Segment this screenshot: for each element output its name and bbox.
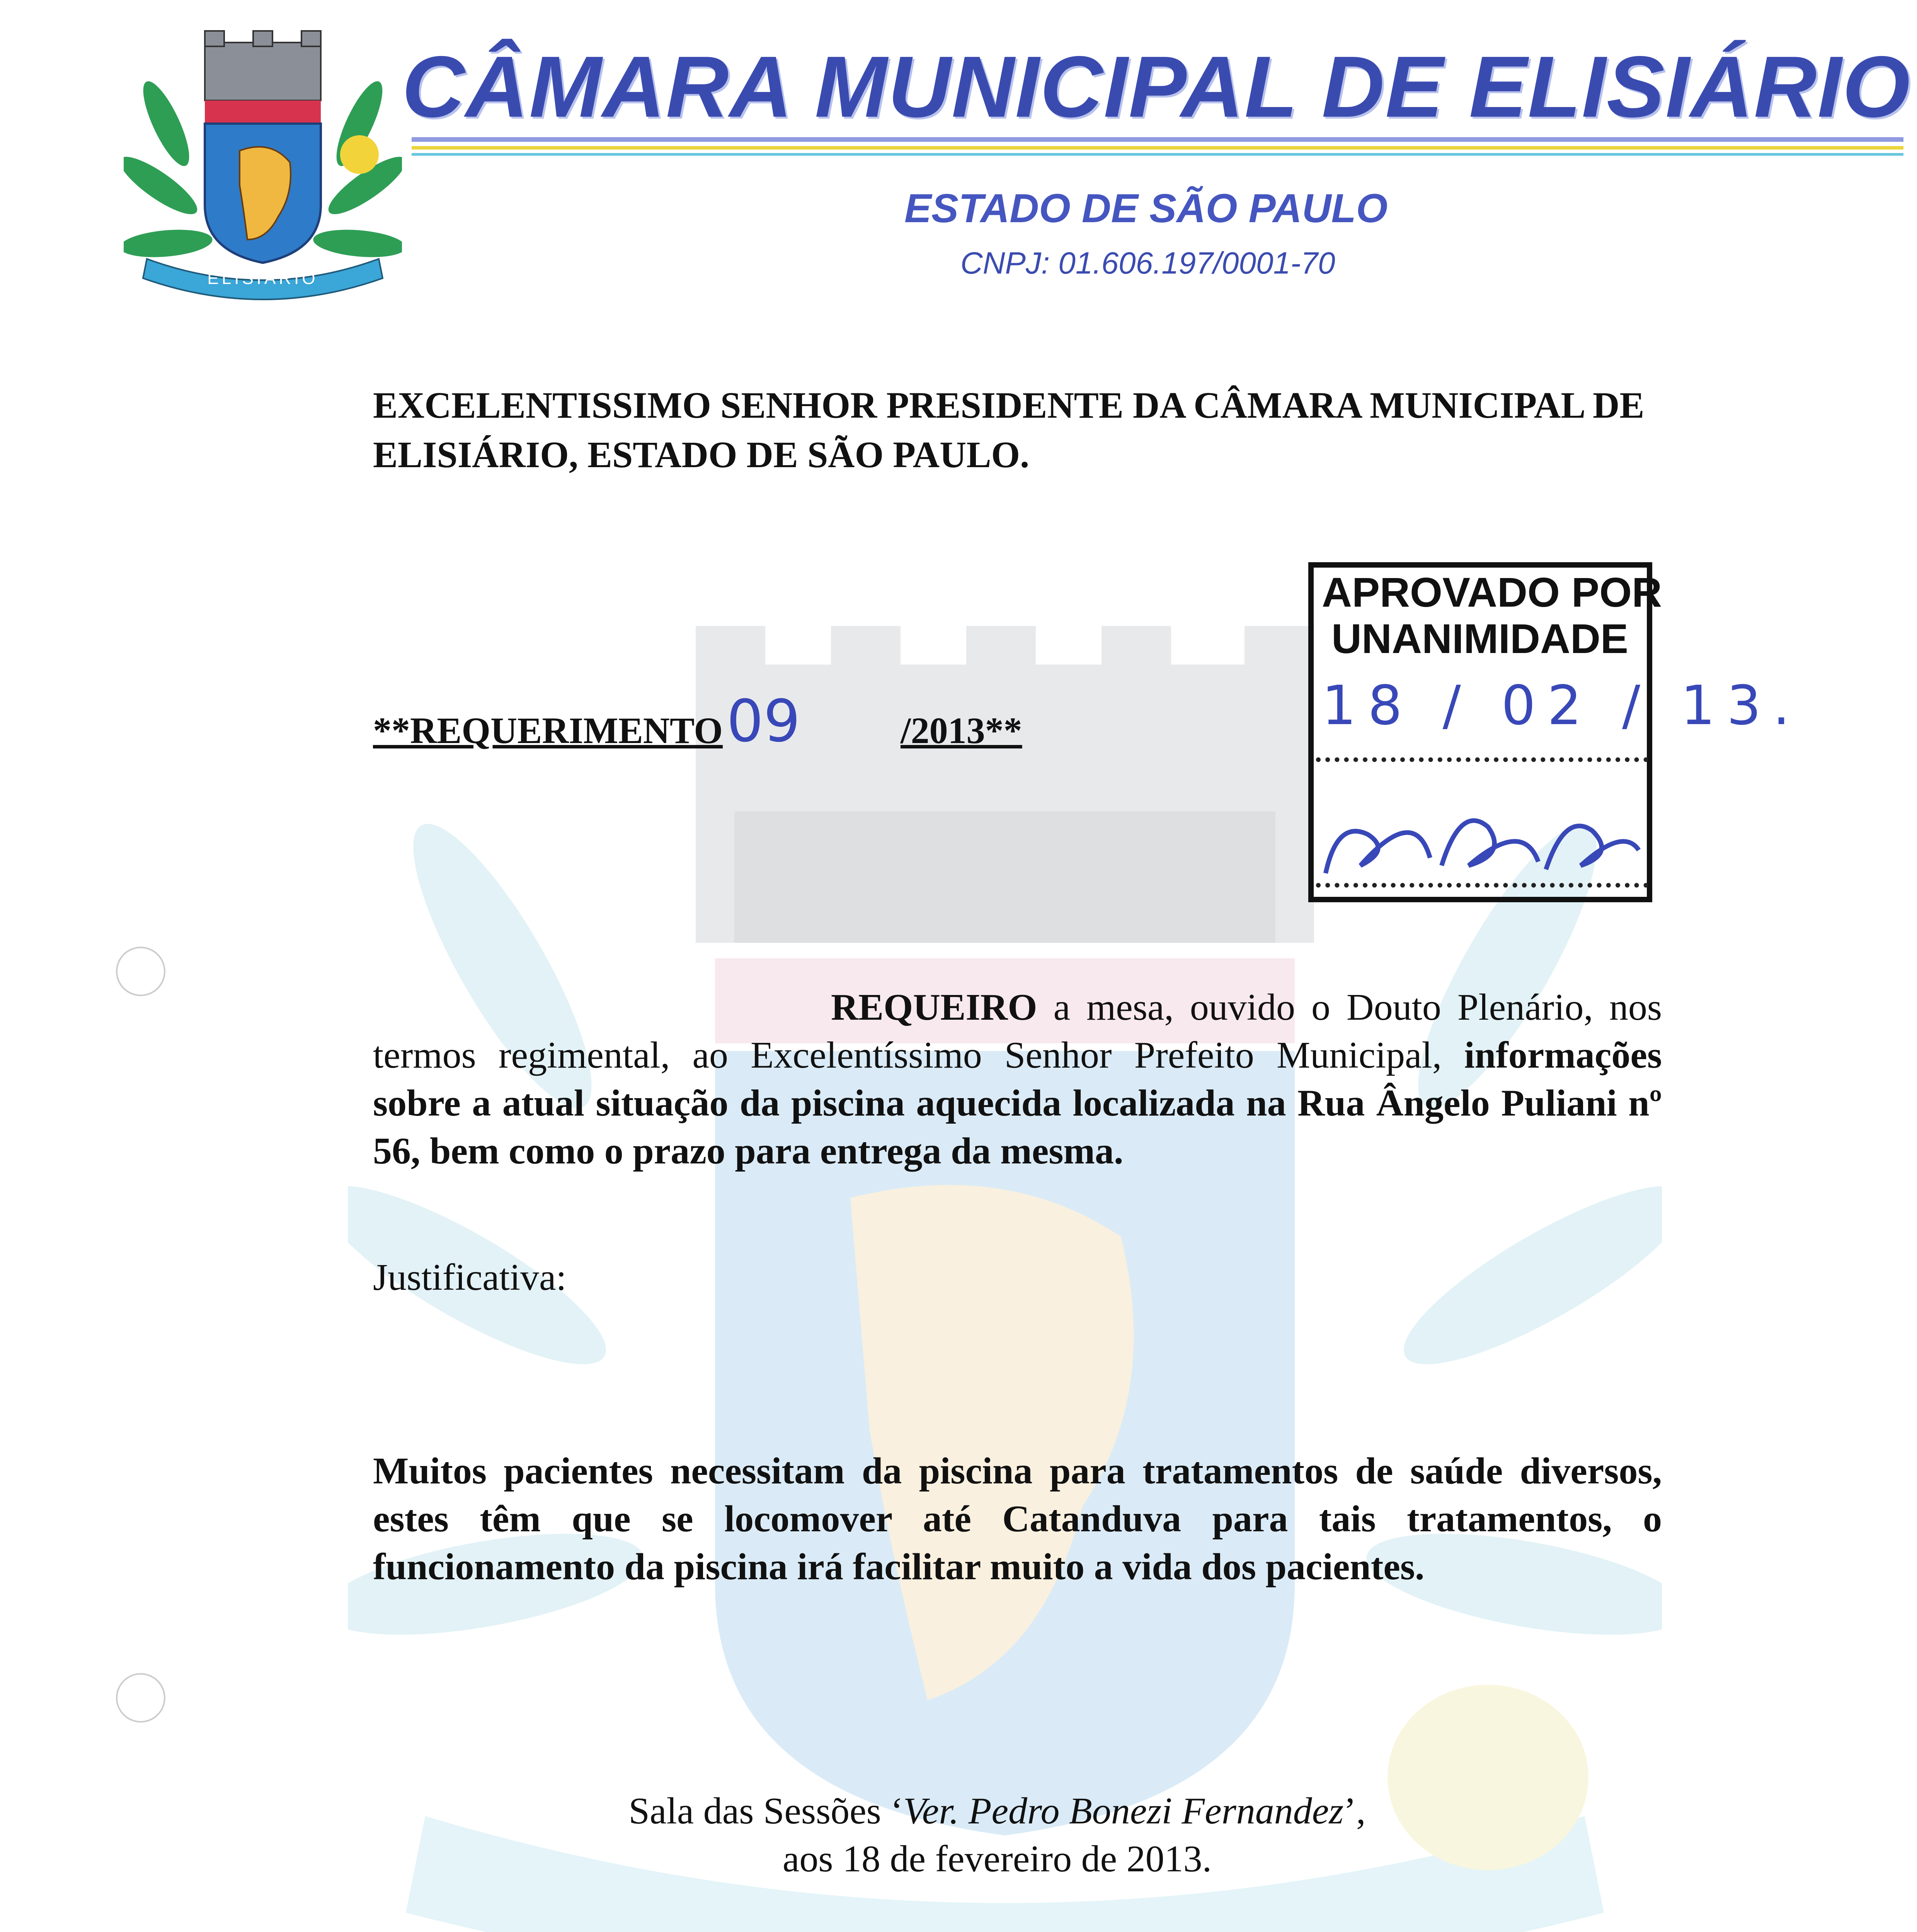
binder-hole-top: [116, 947, 165, 996]
crest-ribbon-text: ELISIÁRIO: [207, 269, 318, 288]
request-bold-text: informações sobre a atual situação da piscina aquecida localizada na Rua Ângelo Puliani nº 56, bem como o prazo para entrega da mesma.: [373, 1034, 1662, 1172]
closing-room: Ver. Pedro Bonezi Fernandez: [903, 1790, 1344, 1832]
addressee: EXCELENTISSIMO SENHOR PRESIDENTE DA CÂMARA MUNICIPAL DE ELISIÁRIO, ESTADO DE SÃO PAULO.: [373, 384, 1645, 475]
stamp-date-line: [1316, 757, 1648, 762]
closing-date: aos 18 de fevereiro de 2013.: [782, 1838, 1212, 1880]
closing: [386, 1787, 1608, 1883]
header-rule-cyan: [412, 153, 1903, 156]
coat-of-arms-logo: [124, 23, 402, 317]
header-state: ESTADO DE SÃO PAULO: [904, 186, 1388, 231]
closing-prefix: Sala das Sessões ‘: [628, 1790, 903, 1832]
binder-hole-bottom: [116, 1673, 165, 1723]
crest-orange: [340, 135, 379, 174]
crest-castle-crown: [205, 31, 321, 100]
justification-text: Muitos pacientes necessitam da piscina para tratamentos de saúde diversos, estes têm que se locomover até Catanduva para tais tratamentos, o funcionamento da piscina irá facilitar muito a vida dos pacientes.: [373, 1450, 1662, 1588]
stamp-date: 18 / 02 / 13.: [1322, 674, 1802, 737]
stamp-line-1: APROVADO POR: [1322, 569, 1662, 616]
closing-suffix: ’,: [1343, 1790, 1366, 1832]
request-paragraph: [373, 983, 1662, 1175]
stamp-signatures: [1314, 788, 1646, 889]
request-lead: REQUEIRO: [831, 986, 1037, 1028]
header-title: CÂMARA MUNICIPAL DE ELISIÁRIO: [402, 38, 1911, 135]
requerimento-year: /2013**: [901, 710, 1022, 751]
justification-label: Justificativa:: [373, 1257, 567, 1298]
request-text: a mesa, ouvido o Douto Plenário, nos termos regimental, ao Excelentíssimo Senhor Prefeito Municipal,: [373, 986, 1662, 1076]
header-rule-blue: [412, 137, 1903, 142]
watermark-castle-crown: [696, 626, 1314, 943]
request-body: [373, 983, 1662, 1175]
closing-room-line: [386, 1787, 1608, 1835]
requerimento-label: **REQUERIMENTO: [373, 710, 723, 751]
header-cnpj: CNPJ: 01.606.197/0001-70: [960, 246, 1335, 280]
header-rule-yellow: [412, 146, 1903, 150]
requerimento-number: 09: [727, 688, 800, 755]
stamp-line-2: UNANIMIDADE: [1331, 615, 1628, 662]
crest-red-band: [205, 100, 321, 124]
